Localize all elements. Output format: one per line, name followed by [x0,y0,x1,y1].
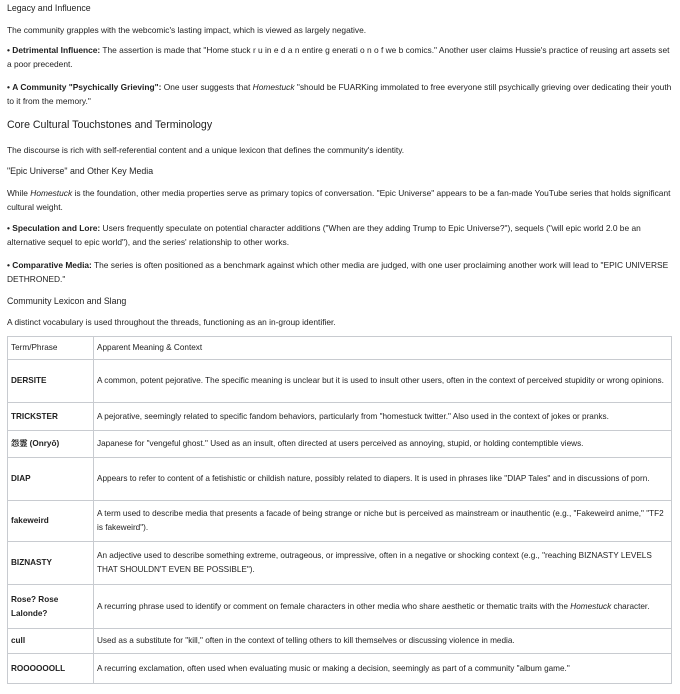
table-row [8,542,672,585]
table-row [8,360,672,403]
bullet-label: A Community "Psychically Grieving": [12,82,162,92]
table-row [8,501,672,542]
term-cell: cull [8,629,94,654]
table-row [8,431,672,458]
italic-title: Homestuck [252,82,295,92]
bullet-detrimental-influence [7,43,673,71]
table-row [8,629,672,654]
bullet-text: Users frequently speculate on potential character additions ("When are they adding Trump to Epic Universe?"), sequels ("will epic world 2.0 be an alternative sequel to epic world"), and the series' relationship to other works. [7,223,641,247]
bullet-comparative-media [7,258,673,286]
bullet-label: Speculation and Lore: [12,223,101,233]
core-intro: The discourse is rich with self-referential content and a unique lexicon that defines the community's identity. [7,145,405,155]
intro-text: While [7,188,31,198]
bullet-psychically-grieving [7,80,673,108]
term-cell: ROOOOOOLL [8,654,94,684]
heading-epic-universe: "Epic Universe" and Other Key Media [7,166,154,176]
term-cell: fakeweird [8,501,94,542]
meaning-cell: Appears to refer to content of a fetishistic or childish nature, possibly related to diapers. It is used in phrases like "DIAP Tales" and in discussions of porn. [94,458,672,501]
table-row [8,585,672,629]
bullet-speculation-lore [7,221,673,249]
legacy-intro: The community grapples with the webcomic's lasting impact, which is viewed as largely negative. [7,25,367,35]
lexicon-table [7,336,672,684]
heading-core-cultural-touchstones: Core Cultural Touchstones and Terminology [7,119,213,131]
heading-legacy-influence: Legacy and Influence [7,3,91,13]
lexicon-intro: A distinct vocabulary is used throughout the threads, functioning as an in-group identifier. [7,317,336,327]
meaning-text: A recurring phrase used to identify or comment on female characters in other media who share aesthetic or thematic traits with the [97,601,571,611]
intro-text: is the foundation, other media properties serve as primary topics of conversation. "Epic Universe" appears to be a fan-made YouTube series that holds significant cultural weight. [7,188,671,212]
term-cell: DERSITE [8,360,94,403]
table-row [8,458,672,501]
bullet-glyph: • [7,45,10,55]
bullet-text: "should be FUARKing immolated to free everyone still psychically grieving over dedicating their youth to it from the memory." [7,82,672,106]
bullet-text: One user suggests that [161,82,253,92]
meaning-cell: A term used to describe media that presents a facade of being strange or niche but is perceived as mainstream or inauthentic (e.g., "Fakeweird anime," "TF2 is fakeweird"). [94,501,672,542]
bullet-label: Detrimental Influence: [12,45,101,55]
meaning-cell: A pejorative, seemingly related to specific fandom behaviors, particularly from "homestuck twitter." Also used in the context of jokes or pranks. [94,403,672,431]
epic-intro [7,186,673,214]
italic-title: Homestuck [30,188,73,198]
bullet-glyph: • [7,223,10,233]
header-meaning-context: Apparent Meaning & Context [94,337,672,360]
meaning-text: character. [611,601,650,611]
bullet-label: Comparative Media: [12,260,92,270]
bullet-text: The series is often positioned as a benchmark against which other media are judged, with one user proclaiming another work will lead to "EPIC UNIVERSE DETHRONED." [7,260,669,284]
heading-community-lexicon: Community Lexicon and Slang [7,296,127,306]
term-cell: DIAP [8,458,94,501]
table-header-row [8,337,672,360]
meaning-cell: Used as a substitute for "kill," often in the context of telling others to kill themselves or discussing violence in media. [94,629,672,654]
meaning-cell: A recurring exclamation, often used when evaluating music or making a decision, seemingly as part of a community "album game." [94,654,672,684]
term-cell: TRICKSTER [8,403,94,431]
meaning-cell [94,585,672,629]
table-row [8,654,672,684]
bullet-glyph: • [7,260,10,270]
meaning-cell: An adjective used to describe something extreme, outrageous, or impressive, often in a negative or shocking context (e.g., "reaching BIZNASTY LEVELS THAT SHOULDN'T EVEN BE POSSIBLE"). [94,542,672,585]
meaning-cell: A common, potent pejorative. The specific meaning is unclear but it is used to insult other users, often in the context of perceived stupidity or wrong opinions. [94,360,672,403]
term-cell: BIZNASTY [8,542,94,585]
bullet-text: The assertion is made that "Home stuck r u in e d a n entire g enerati o n o f we b comics." Another user claims Hussie's practice of reusing art assets set a poor precedent. [7,45,670,69]
bullet-glyph: • [7,82,10,92]
header-term-phrase: Term/Phrase [8,337,94,360]
italic-title: Homestuck [570,601,612,611]
term-cell: Rose? Rose Lalonde? [8,585,94,629]
meaning-cell: Japanese for "vengeful ghost." Used as an insult, often directed at users perceived as annoying, stupid, or holding contemptible views. [94,431,672,458]
table-row [8,403,672,431]
term-cell: 怨霊 (Onryō) [8,431,94,458]
